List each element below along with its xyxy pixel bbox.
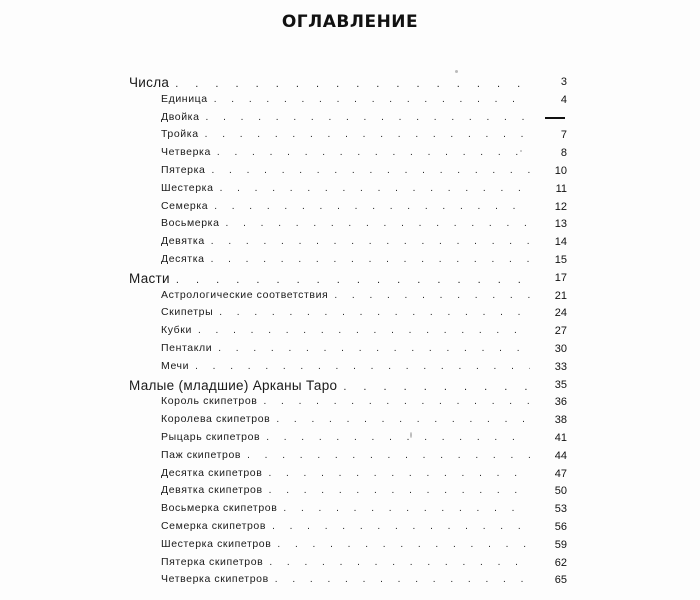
toc-entry-label: Паж скипетров (161, 449, 242, 461)
toc-entry-label: Девятка скипетров (161, 484, 263, 496)
toc-page-number: 35 (554, 379, 567, 391)
toc-entry-label: Единица (161, 93, 208, 105)
toc-subsection-entry (161, 556, 530, 572)
toc-page-number: 13 (554, 218, 567, 230)
toc-subsection-entry (161, 484, 530, 500)
toc-subsection-entry (161, 182, 530, 198)
dot-leader (268, 468, 530, 479)
toc-entry-label: Королева скипетров (161, 413, 271, 425)
dot-leader (275, 574, 530, 585)
dot-leader (211, 236, 530, 247)
toc-subsection-entry (161, 520, 530, 536)
toc-subsection-entry (161, 502, 530, 518)
toc-subsection-entry (161, 342, 530, 358)
dot-leader (272, 521, 530, 532)
toc-page-number: 14 (554, 236, 567, 248)
toc-entry-label: Восьмерка (161, 217, 220, 229)
toc-subsection-entry (161, 573, 530, 589)
toc-entry-label: Король скипетров (161, 395, 258, 407)
toc-page-number: 30 (554, 343, 567, 355)
toc-entry-label: Мечи (161, 360, 190, 372)
page-title: ОГЛАВЛЕНИЕ (281, 12, 419, 32)
dot-leader (220, 183, 530, 194)
toc-entry-label: Девятка (161, 235, 205, 247)
toc-subsection-entry (161, 360, 530, 376)
toc-subsection-entry (161, 395, 530, 411)
dot-leader (283, 503, 530, 514)
toc-entry-label: Четверка (161, 146, 211, 158)
print-speck (410, 432, 412, 438)
dot-leader (266, 432, 530, 443)
toc-entry-label: Шестерка скипетров (161, 538, 272, 550)
dot-leader (226, 218, 530, 229)
toc-subsection-entry (161, 164, 530, 180)
toc-page-number: 15 (554, 254, 567, 266)
dot-leader (206, 112, 530, 123)
toc-page-number: 65 (554, 574, 567, 586)
toc-entry-label: Семерка (161, 200, 209, 212)
toc-subsection-entry (161, 324, 530, 340)
dot-leader (211, 165, 530, 176)
toc-entry-label: Десятка (161, 253, 205, 265)
toc-entry-label: Малые (младшие) Арканы Таро (129, 378, 338, 393)
toc-page-number: 36 (554, 396, 567, 408)
toc-page-number: 38 (554, 414, 567, 426)
missing-page-dash (545, 117, 565, 119)
toc-entry-label: Тройка (161, 128, 199, 140)
toc-subsection-entry (161, 93, 530, 109)
toc-entry-label: Шестерка (161, 182, 214, 194)
dot-leader (195, 361, 530, 372)
toc-subsection-entry (161, 217, 530, 233)
toc-subsection-entry (161, 306, 530, 322)
dot-leader (175, 78, 530, 90)
toc-page-number: 62 (554, 557, 567, 569)
toc-subsection-entry (161, 235, 530, 251)
toc-page-number: 47 (554, 468, 567, 480)
dot-leader (269, 557, 530, 568)
dot-leader (219, 307, 530, 318)
dot-leader (247, 450, 530, 461)
toc-entry-label: Семерка скипетров (161, 520, 267, 532)
toc-page-number: 21 (554, 290, 567, 302)
dot-leader (205, 129, 530, 140)
toc-entry-label: Скипетры (161, 306, 214, 318)
dot-leader (276, 414, 530, 425)
toc-page-number: 44 (554, 450, 567, 462)
toc-entry-label: Кубки (161, 324, 192, 336)
toc-entry-label: Масти (129, 271, 170, 286)
toc-subsection-entry (161, 128, 530, 144)
dot-leader (343, 381, 530, 393)
toc-subsection-entry (161, 146, 530, 162)
toc-page-number: 7 (560, 129, 567, 141)
toc-entry-label: Восьмерка скипетров (161, 502, 278, 514)
toc-entry-label: Числа (129, 75, 170, 90)
dot-leader (263, 396, 530, 407)
toc-subsection-entry (161, 431, 530, 447)
toc-page-number: 8 (560, 147, 567, 159)
dot-leader (217, 147, 530, 158)
toc-page-number: 41 (554, 432, 567, 444)
toc-entry-label: Десятка скипетров (161, 467, 263, 479)
toc-page-number: 3 (560, 76, 567, 88)
toc-page-number: 50 (554, 485, 567, 497)
toc-entry-label: Пентакли (161, 342, 213, 354)
dot-leader (218, 343, 530, 354)
toc-subsection-entry (161, 467, 530, 483)
toc-subsection-entry (161, 449, 530, 465)
toc-page-number: 59 (554, 539, 567, 551)
dot-leader (176, 274, 530, 286)
dot-leader (334, 290, 530, 301)
toc-entry-label: Двойка (161, 111, 200, 123)
dot-leader (198, 325, 530, 336)
toc-subsection-entry (161, 538, 530, 554)
dot-leader (214, 201, 530, 212)
toc-page-number: 4 (560, 94, 567, 106)
toc-entry-label: Астрологические соответствия (161, 289, 329, 301)
toc-entry-label: Пятерка скипетров (161, 556, 264, 568)
toc-subsection-entry (161, 200, 530, 216)
toc-page-number: 24 (554, 307, 567, 319)
dot-leader (269, 485, 530, 496)
toc-page-number: 17 (554, 272, 567, 284)
toc-section-entry (129, 378, 530, 394)
toc-page-number: 53 (554, 503, 567, 515)
toc-page-number: 33 (554, 361, 567, 373)
toc-page-number: 12 (554, 201, 567, 213)
dot-leader (277, 539, 530, 550)
toc-entry-label: Рыцарь скипетров (161, 431, 261, 443)
toc-page-number: 56 (554, 521, 567, 533)
toc-subsection-entry (161, 289, 530, 305)
toc-page-number: 11 (555, 183, 567, 195)
dot-leader (214, 94, 530, 105)
toc-subsection-entry (161, 253, 530, 269)
toc-entry-label: Четверка скипетров (161, 573, 269, 585)
toc-section-entry (129, 271, 530, 287)
toc-page-number: 27 (554, 325, 567, 337)
dot-leader (211, 254, 530, 265)
toc-section-entry (129, 75, 530, 91)
toc-subsection-entry (161, 413, 530, 429)
toc-subsection-entry (161, 111, 530, 127)
print-speck (520, 150, 522, 152)
toc-page-number: 10 (554, 165, 567, 177)
toc-entry-label: Пятерка (161, 164, 206, 176)
print-speck (455, 70, 458, 73)
